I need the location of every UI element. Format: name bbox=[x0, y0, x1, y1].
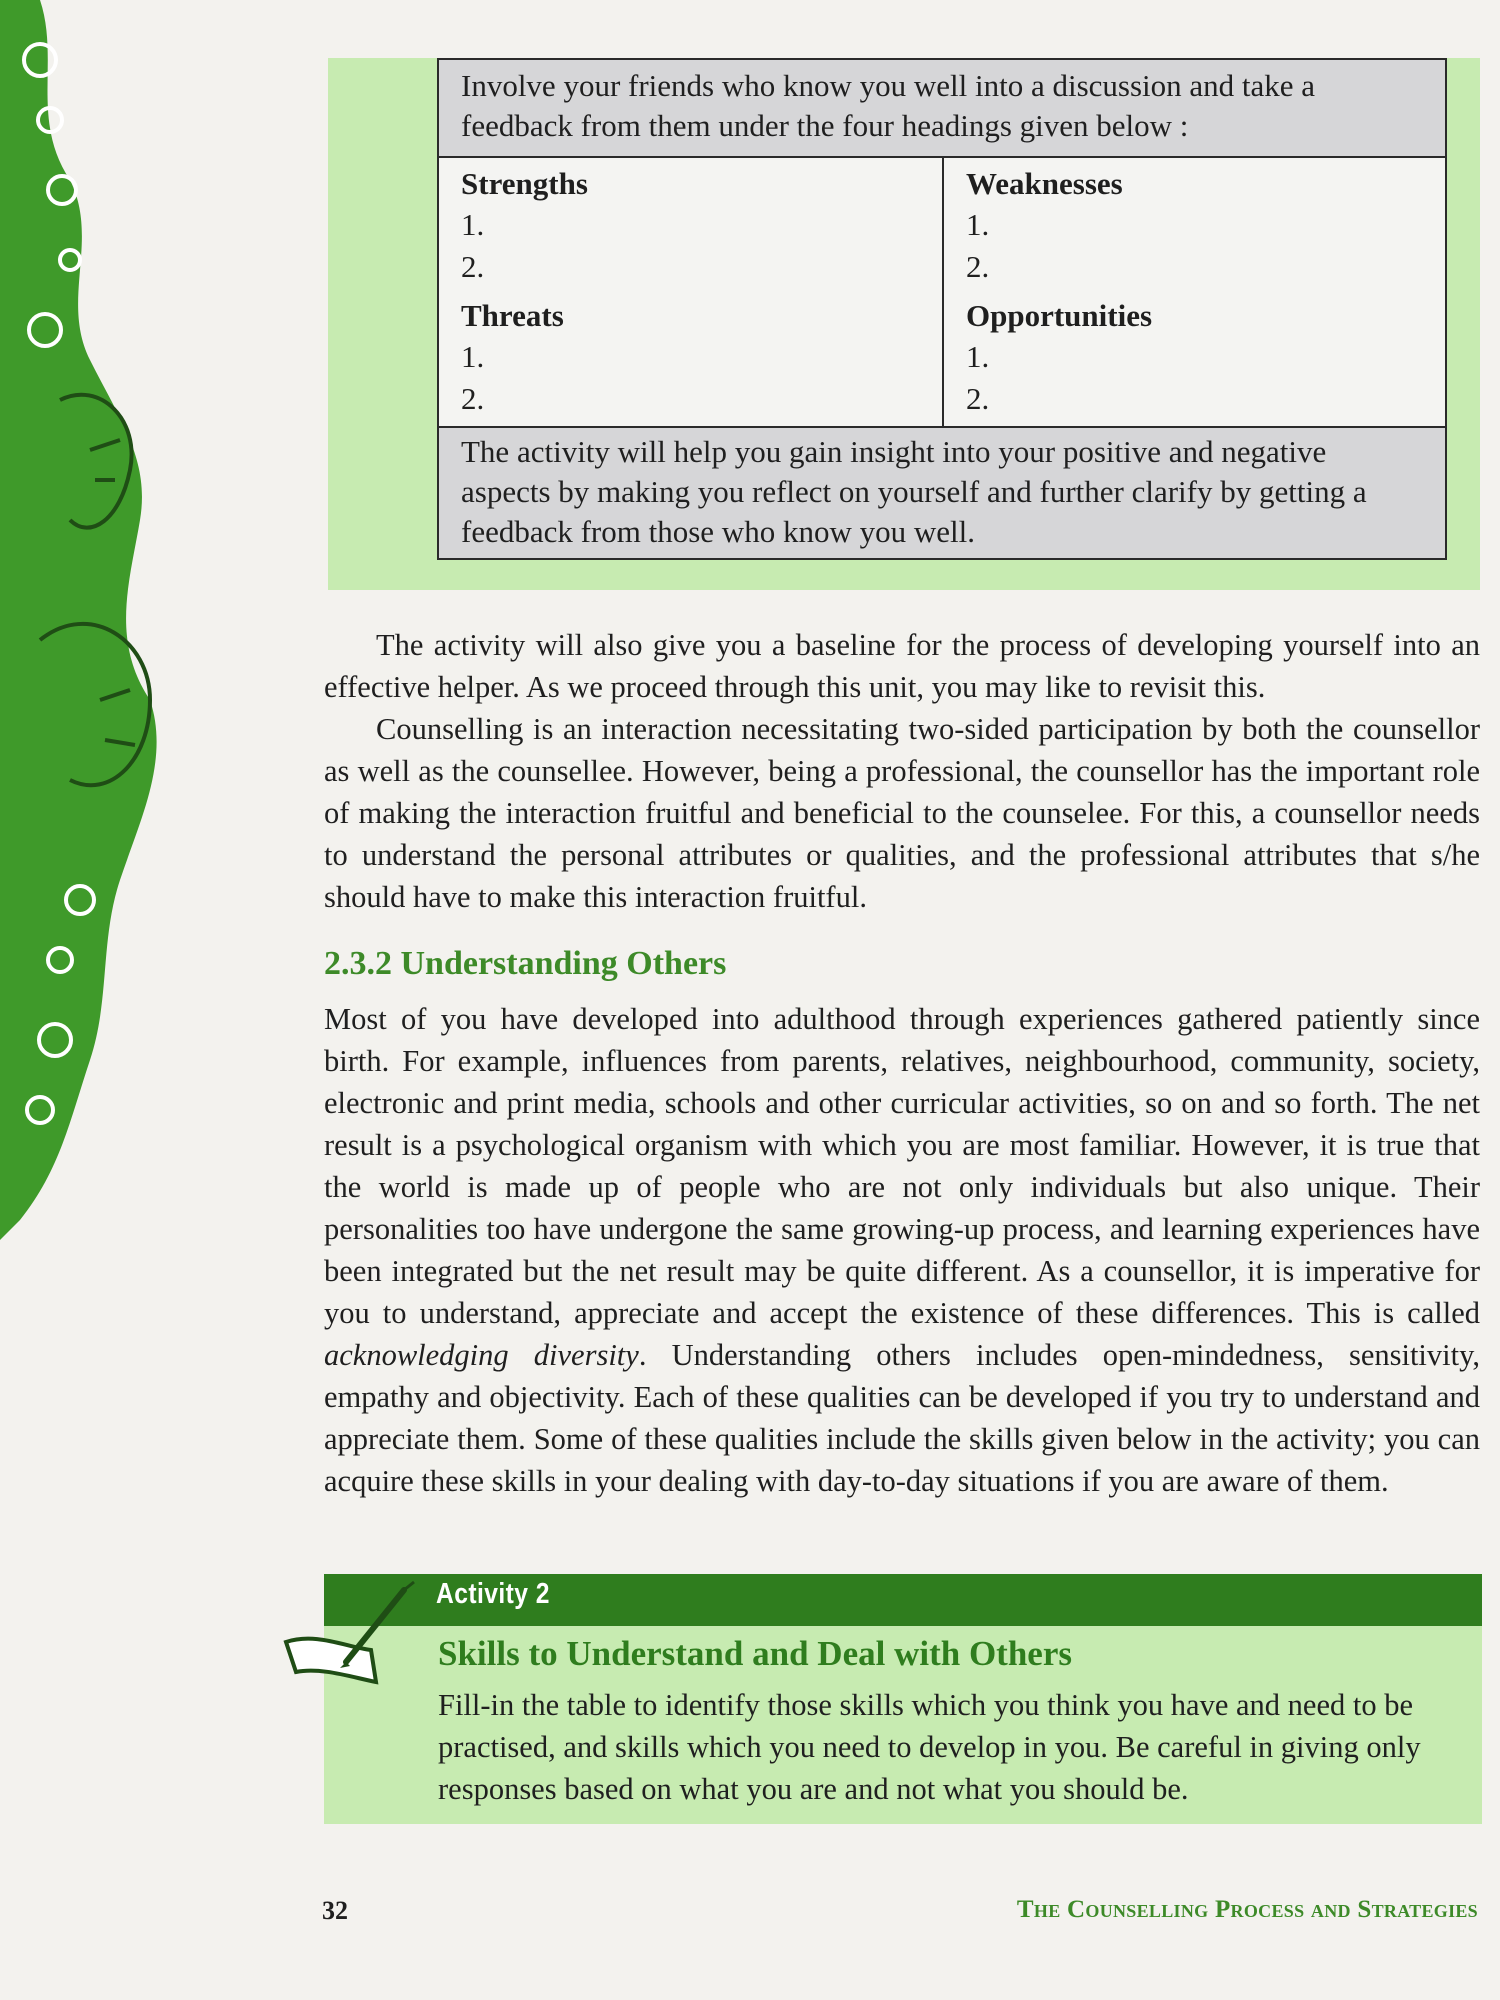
opportunities-item-1: 1. bbox=[966, 339, 990, 374]
weaknesses-item-1: 1. bbox=[966, 207, 990, 242]
strengths-heading: Strengths bbox=[461, 166, 588, 201]
opportunities-item-2: 2. bbox=[966, 381, 990, 416]
page-number: 32 bbox=[322, 1896, 348, 1925]
margin-illustration bbox=[0, 0, 170, 1240]
running-title: The Counselling Process and Strategies bbox=[1016, 1896, 1478, 1923]
paragraph-counselling: Counselling is an interaction necessitating two-sided participation by both the counsellor as well as the counsellee. However, being a professional, the counsellor has the important role of making the interaction fruitful and beneficial to the counselee. For this, a counsellor needs to understand the personal attributes or qualities, and the professional attributes that s/he should have to make this interaction fruitful. bbox=[324, 712, 1480, 914]
paragraph-understanding-others bbox=[324, 998, 1480, 1502]
activity-label: Activity 2 bbox=[436, 1578, 550, 1610]
strengths-item-1: 1. bbox=[461, 207, 485, 242]
paragraph-baseline: The activity will also give you a baseline for the process of developing yourself into an effective helper. As we proceed through this unit, you may like to revisit this. bbox=[324, 628, 1480, 704]
section-heading: 2.3.2 Understanding Others bbox=[324, 945, 727, 982]
swot-right-column bbox=[942, 158, 1445, 426]
pen-and-book-icon bbox=[276, 1572, 426, 1702]
activity-title: Skills to Understand and Deal with Others bbox=[438, 1634, 1072, 1673]
swot-table bbox=[437, 58, 1447, 560]
swot-intro: Involve your friends who know you well into a discussion and take a feedback from them under the four headings given below : bbox=[439, 60, 1445, 158]
weaknesses-heading: Weaknesses bbox=[966, 166, 1123, 201]
emphasis-acknowledging-diversity: acknowledging diversity bbox=[324, 1338, 639, 1372]
opportunities-heading: Opportunities bbox=[966, 298, 1153, 333]
weaknesses-item-2: 2. bbox=[966, 249, 990, 284]
paragraph-text-end: . Understanding others includes open-mindedness, sensitivity, empathy and objectivity. Each of these qualities can be developed if you try to understand and appreciate them. Some of these qualities include the skills given below in the activity; you can acquire these skills in your dealing with day-to-day situations if you are aware of them. bbox=[324, 1338, 1480, 1498]
swot-grid bbox=[439, 158, 1445, 428]
threats-heading: Threats bbox=[461, 298, 564, 333]
activity-description: Fill-in the table to identify those skills which you think you have and need to be practised, and skills which you need to develop in you. Be careful in giving only responses based on what you are and not what you should be. bbox=[438, 1688, 1421, 1806]
strengths-item-2: 2. bbox=[461, 249, 485, 284]
paragraph-text-start: Most of you have developed into adulthood through experiences gathered patiently since birth. For example, influences from parents, relatives, neighbourhood, community, society, electronic and print media, schools and other curricular activities, so on and so forth. The net result is a psychological organism with which you are most familiar. However, it is true that the world is made up of people who are not only individuals but also unique. Their personalities too have undergone the same growing-up process, and learning experiences have been integrated but the net result may be quite different. As a counsellor, it is imperative for you to understand, appreciate and accept the existence of these differences. This is called bbox=[324, 1002, 1480, 1330]
threats-item-1: 1. bbox=[461, 339, 485, 374]
swot-outro: The activity will help you gain insight into your positive and negative aspects by making you reflect on yourself and further clarify by getting a feedback from those who know you well. bbox=[439, 428, 1445, 558]
threats-item-2: 2. bbox=[461, 381, 485, 416]
swot-left-column bbox=[439, 158, 942, 426]
